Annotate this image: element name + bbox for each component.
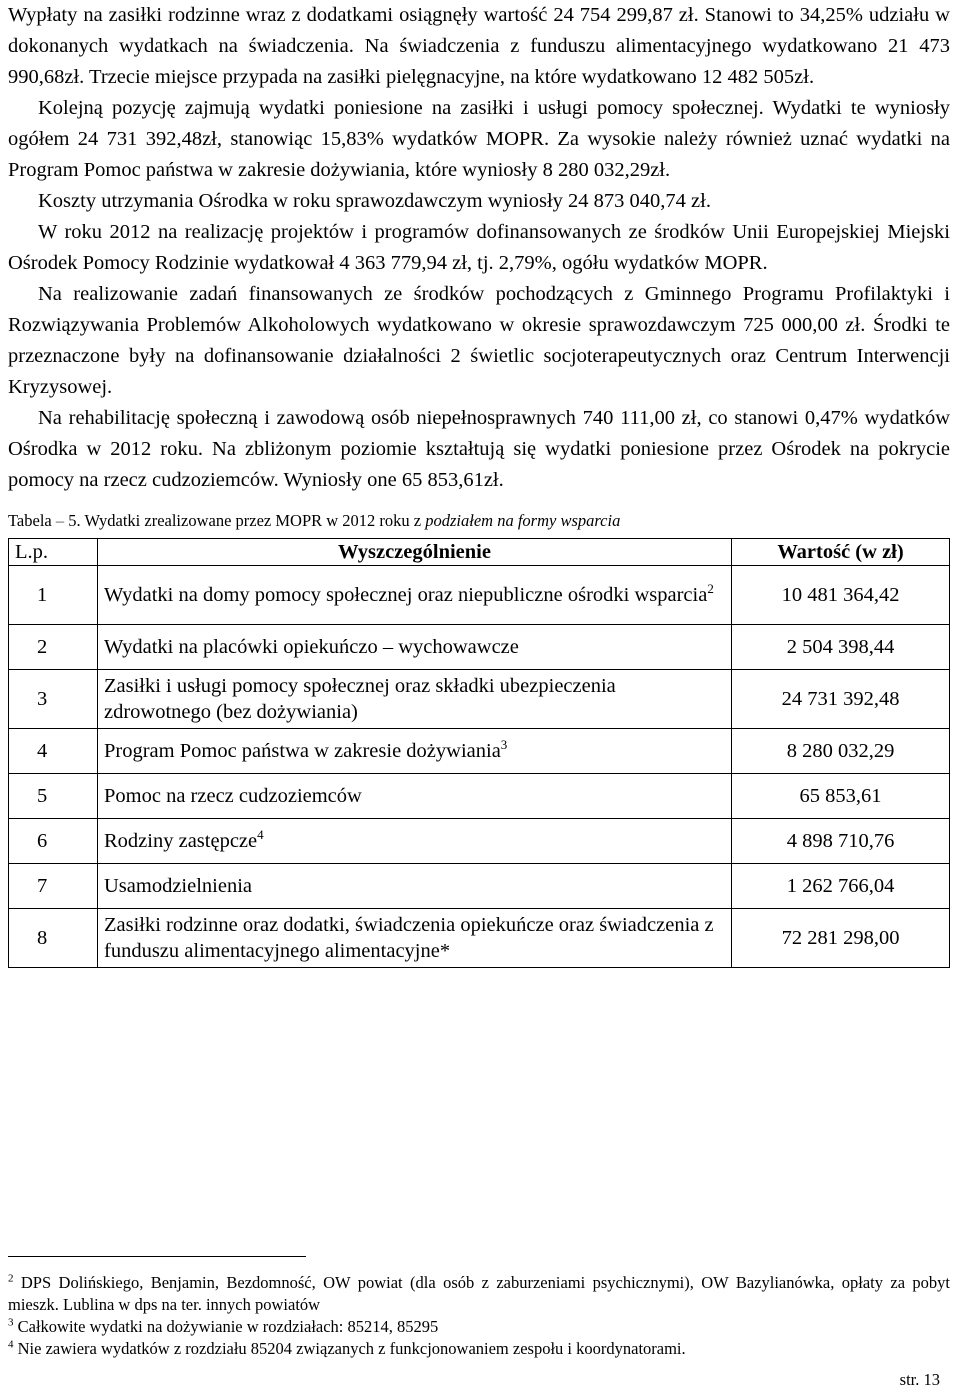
paragraph-rehabilitation: Na rehabilitację społeczną i zawodową osób niepełnosprawnych 740 111,00 zł, co stanowi 0,47% wydatków Ośrodka w 2012 roku. Na zbliżonym poziomie kształtują się wydatki poniesione przez Ośrodek na pokrycie pomocy na rzecz cudzoziemców. Wyniosły one 65 853,61zł. (8, 407, 950, 491)
caption-italic: podziałem na formy wsparcia (425, 511, 621, 530)
footnote-ref: 2 (707, 581, 714, 597)
table-row (9, 670, 950, 729)
footnote-ref: 4 (257, 827, 264, 843)
footnote-divider (8, 1256, 306, 1257)
row-value: 4 898 710,76 (732, 819, 950, 864)
caption-prefix: Tabela (8, 511, 52, 530)
footnote: $^2$ DPS Dolińskiego, Benjamin, Bezdomność, OW powiat (dla osób z zaburzeniami psychicznymi), OW Bazylianówka, opłaty za pobyt mieszk. Lublina w dps na ter. innych powiatów (8, 1272, 950, 1314)
row-lp: 3 (9, 670, 98, 729)
row-lp: 4 (9, 729, 98, 774)
table-row (9, 864, 950, 909)
table-caption (8, 510, 950, 532)
row-item: Pomoc na rzecz cudzoziemców (98, 774, 732, 819)
caption-number: 5. (68, 511, 81, 530)
paragraph-social-assistance: Kolejną pozycję zajmują wydatki poniesione na zasiłki i usługi pomocy społecznej. Wydatki te wyniosły ogółem 24 731 392,48zł, stanowiąc 15,83% wydatków MOPR. Za wysokie należy również uznać wydatki na Program Pomoc państwa w zakresie dożywiania, które wyniosły 8 280 032,29zł. (8, 97, 950, 181)
paragraph-benefits: Wypłaty na zasiłki rodzinne wraz z dodatkami osiągnęły wartość 24 754 299,87 zł. Stanowi to 34,25% udziału w dokonanych wydatkach na świadczenia. Na świadczenia z funduszu alimentacyjnego wydatkowano 21 473 990,68zł. Trzecie miejsce przypada na zasiłki pielęgnacyjne, na które wydatkowano 12 482 505zł. (8, 4, 950, 88)
row-value: 2 504 398,44 (732, 625, 950, 670)
row-lp: 6 (9, 819, 98, 864)
caption-dash: – (55, 511, 65, 530)
row-item: Zasiłki i usługi pomocy społecznej oraz składki ubezpieczenia zdrowotnego (bez dożywiania) (98, 670, 732, 729)
paragraph-maintenance-costs: Koszty utrzymania Ośrodka w roku sprawozdawczym wyniosły 24 873 040,74 zł. (38, 190, 711, 212)
row-lp: 1 (9, 566, 98, 625)
row-item: Program Pomoc państwa w zakresie dożywiania$^3$ (98, 729, 732, 774)
row-lp: 8 (9, 909, 98, 968)
paragraph-alcohol-program: Na realizowanie zadań finansowanych ze środków pochodzących z Gminnego Programu Profilaktyki i Rozwiązywania Problemów Alkoholowych wydatkowano w okresie sprawozdawczym 725 000,00 zł. Środki te przeznaczone były na dofinansowanie działalności 2 świetlic socjoterapeutycznych oraz Centrum Interwencji Kryzysowej. (8, 283, 950, 398)
footnote-ref: 3 (500, 737, 508, 753)
row-value: 72 281 298,00 (732, 909, 950, 968)
row-item: Zasiłki rodzinne oraz dodatki, świadczenia opiekuńcze oraz świadczenia z funduszu alimentacyjnego alimentacyjne* (98, 909, 732, 968)
row-value: 10 481 364,42 (732, 566, 950, 625)
row-lp: 2 (9, 625, 98, 670)
footnotes (8, 1272, 950, 1360)
row-value: 8 280 032,29 (732, 729, 950, 774)
document-page (8, 0, 950, 1389)
row-lp: 7 (9, 864, 98, 909)
expenses-table (8, 538, 950, 968)
header-value: Wartość (w zł) (732, 539, 950, 566)
row-item: Wydatki na domy pomocy społecznej oraz niepubliczne ośrodki wsparcia$^2$ (98, 566, 732, 625)
table-row (9, 729, 950, 774)
row-value: 24 731 392,48 (732, 670, 950, 729)
page-number: str. 13 (899, 1370, 940, 1389)
footnote: $^4$ Nie zawiera wydatków z rozdziału 85204 związanych z funkcjonowaniem zespołu i koordynatorami. (8, 1338, 686, 1358)
table-row (9, 774, 950, 819)
footnote: $^3$ Całkowite wydatki na dożywianie w rozdziałach: 85214, 85295 (8, 1316, 439, 1336)
row-lp: 5 (9, 774, 98, 819)
header-lp: L.p. (9, 539, 98, 566)
caption-text: Wydatki zrealizowane przez MOPR w 2012 roku z (84, 511, 426, 530)
table-header-row (9, 539, 950, 566)
paragraph-eu-projects: W roku 2012 na realizację projektów i programów dofinansowanych ze środków Unii Europejskiej Miejski Ośrodek Pomocy Rodzinie wydatkował 4 363 779,94 zł, tj. 2,79%, ogółu wydatków MOPR. (8, 221, 950, 274)
table-row (9, 909, 950, 968)
row-value: 1 262 766,04 (732, 864, 950, 909)
row-item: Wydatki na placówki opiekuńczo – wychowawcze (98, 625, 732, 670)
header-item: Wyszczególnienie (98, 539, 732, 566)
row-item: Rodziny zastępcze$^4$ (98, 819, 732, 864)
table-row (9, 566, 950, 625)
table-row (9, 625, 950, 670)
row-item: Usamodzielnienia (98, 864, 732, 909)
row-value: 65 853,61 (732, 774, 950, 819)
table-row (9, 819, 950, 864)
